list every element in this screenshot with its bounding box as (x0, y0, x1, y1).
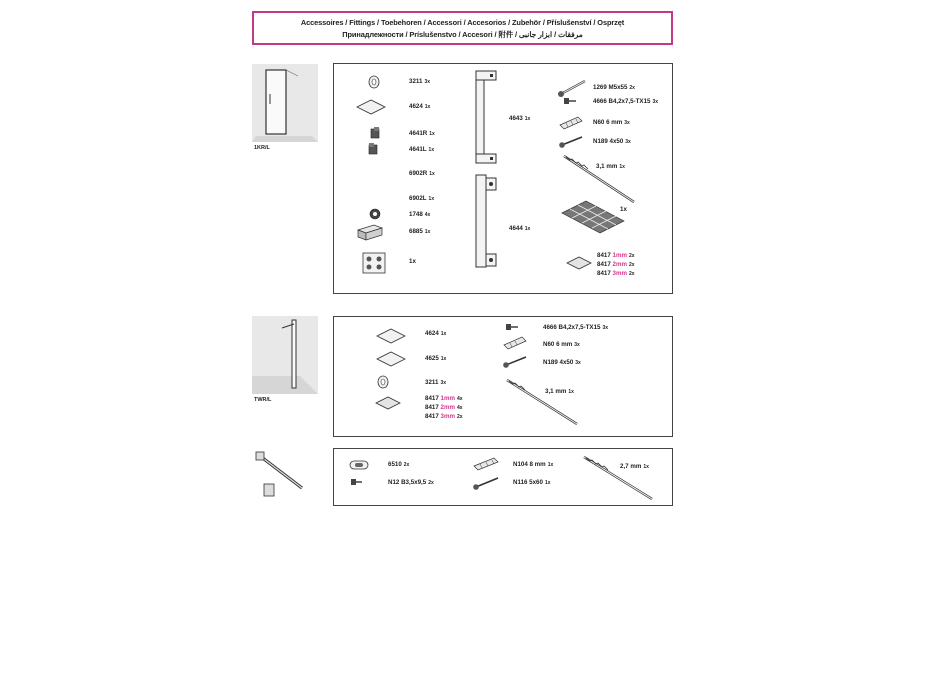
ring-icon (367, 75, 381, 89)
pad-icon (353, 97, 387, 117)
item2-4666: 4666 B4,2x7,5-TX15 3x (543, 324, 609, 331)
item2-3211: 3211 3x (425, 379, 446, 386)
screw-small-2-icon (504, 321, 520, 333)
shower-door-illustration (252, 64, 318, 142)
item2-drill: 3,1 mm 1x (545, 388, 574, 395)
shim-icon (564, 253, 594, 273)
drill-bit-icon (560, 152, 640, 206)
hinge-cap-left-icon (366, 142, 380, 156)
title-line-1: Accessoires / Fittings / Toebehoren / Accessori / Accesorios / Zubehör / Příslušenství / Osprzęt (300, 18, 625, 27)
washer-icon (368, 207, 382, 221)
shim-2-icon (373, 393, 403, 413)
item2-4625: 4625 1x (425, 355, 447, 362)
pad-4624-icon (373, 326, 407, 346)
pad-4625-icon (373, 349, 407, 369)
item2-4624: 4624 1x (425, 330, 447, 337)
profile-right-icon (352, 161, 400, 187)
dowel-3-icon (470, 454, 502, 472)
item-6902R: 6902R 1x (409, 170, 435, 177)
item3-N104: N104 8 mm 1x (513, 461, 554, 468)
clip-icon (347, 458, 371, 472)
item3-N12: N12 B3,5x9,5 2x (388, 479, 434, 486)
item-1269: 1269 M5x55 2x (593, 84, 635, 91)
drill-bit-2-icon (503, 376, 583, 428)
item-N60: N60 6 mm 3x (593, 119, 630, 126)
item2-N60: N60 6 mm 3x (543, 341, 580, 348)
drill-bit-3-icon (580, 453, 658, 503)
item-4641L: 4641L 1x (409, 146, 435, 153)
product-thumbnail-3 (252, 448, 318, 504)
item-pad-sheet: 1x (409, 258, 416, 265)
title-line-2: Принадлежности / Príslušenstvo / Accesori / 附件 / مرفقات / ابزار جانبی (342, 30, 583, 39)
screw-small-icon (562, 95, 578, 107)
wood-screw-3-icon (470, 474, 502, 492)
hinge-cap-right-icon (368, 126, 382, 140)
item-N189: N189 4x50 3x (593, 138, 631, 145)
product-code-2: TWR/L (254, 397, 272, 403)
title-box (252, 11, 673, 45)
item-drill-3-1: 3,1 mm 1x (596, 163, 625, 170)
product-thumbnail-1 (252, 64, 318, 142)
ring-2-icon (376, 375, 390, 389)
item3-drill: 2,7 mm 1x (620, 463, 649, 470)
wood-screw-icon (556, 132, 586, 150)
shim-8417-1: 8417 1mm 2x (597, 252, 635, 259)
item-1748: 1748 4x (409, 211, 431, 218)
item-3211: 3211 3x (409, 78, 430, 85)
stabiliser-bar-illustration (252, 448, 318, 504)
item2-N189: N189 4x50 3x (543, 359, 581, 366)
handle-4643-icon (462, 68, 502, 168)
shim-8417-3: 8417 3mm 2x (597, 270, 635, 277)
item-shim-grid: 1x (620, 206, 627, 213)
product-thumbnail-2 (252, 316, 318, 394)
block-icon (354, 222, 384, 242)
item-4643: 4643 1x (509, 115, 531, 122)
handle-4644-icon (462, 172, 502, 272)
item-4641R: 4641R 1x (409, 130, 435, 137)
wood-screw-2-icon (500, 352, 530, 370)
item-4644: 4644 1x (509, 225, 531, 232)
pad-sheet-icon (360, 250, 390, 276)
dowel-2-icon (500, 333, 530, 351)
dowel-icon (556, 113, 586, 131)
shim-grid-icon (560, 199, 626, 241)
shim2-8417-2: 8417 2mm 4x (425, 404, 463, 411)
item-6885: 6885 1x (409, 228, 431, 235)
product-code-1: 1KR/L (254, 145, 270, 151)
shim2-8417-1: 8417 1mm 4x (425, 395, 463, 402)
shim-8417-2: 8417 2mm 2x (597, 261, 635, 268)
walk-in-illustration (252, 316, 318, 394)
item-4666: 4666 B4,2x7,5-TX15 3x (593, 98, 659, 105)
item3-6510: 6510 2x (388, 461, 410, 468)
item-6902L: 6902L 1x (409, 195, 435, 202)
item3-N116: N116 5x60 1x (513, 479, 551, 486)
shim2-8417-3: 8417 3mm 2x (425, 413, 463, 420)
screw-tiny-icon (349, 476, 365, 488)
item-4624: 4624 1x (409, 103, 431, 110)
